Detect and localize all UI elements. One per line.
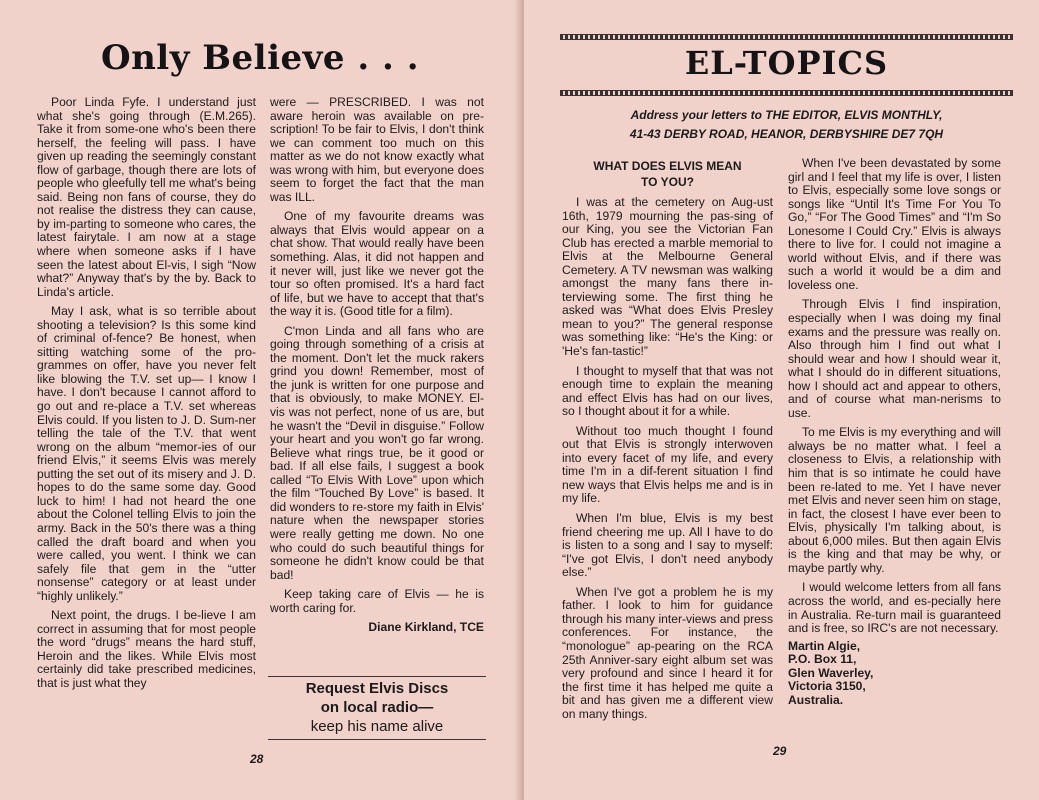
paragraph: I was at the cemetery on Aug-ust 16th, 1979 mourning the pas-sing of our King, you see the Victorian Fan Club has erected a marble memorial to Elvis at the Melbourne General Cemetery. A TV newsman was walking amongst the many fans there in-terviewing some. The first thing he asked was “What does Elvis Presley mean to you?” The general response was something like: “He's the King: or 'He's fan-tastic!” xyxy=(562,195,773,359)
paragraph: were — PRESCRIBED. I was not aware heroin was available on pre-scription! To be fair to Elvis, I don't think we can comment too much on this matter as we do not know exactly what was wrong with him, but everyone does seem to forget the fact that the man was ILL. xyxy=(270,95,484,204)
article-column-2 xyxy=(270,96,484,641)
decorative-rule xyxy=(560,90,1013,96)
heading-line: WHAT DOES ELVIS MEAN xyxy=(593,159,742,173)
page-number: 28 xyxy=(250,752,264,766)
sender-line: P.O. Box 11, xyxy=(788,652,857,667)
paragraph: May I ask, what is so terrible about shooting a television? Is this some kind of criminal of-fence? Be honest, when sitting watching some of the pro-grammes on offer, have you never felt like blowing the T.V. set up— I know I have. I don't because I cannot afford to go out and re-place a T.V. set whereas Elvis could. If you listen to J. D. Sum-ner telling the tale of the T.V. that went wrong on the album “memor-ies of our friend Elvis,” it seems Elvis was merely putting the set out of its misery and J. D. hopes to do the same some day. Good luck to him! I had not heard the one about the Colonel telling Elvis to join the army. Back in the 50's there was a thing called the draft board and when you were called, you went. I think we can safely file that gem in the “utter nonsense” category or at least under “highly unlikely.” xyxy=(37,304,256,603)
paragraph: When I'm blue, Elvis is my best friend cheering me up. All I have to do is listen to a song and I say to myself: “I've got Elvis, I don't need anybody else.” xyxy=(562,511,773,580)
sender-line: Martin Algie, xyxy=(788,638,861,653)
letter-column-1 xyxy=(562,196,773,727)
promo-line: keep his name alive xyxy=(310,718,444,735)
letter-column-2 xyxy=(788,157,1001,708)
heading-line: TO YOU? xyxy=(641,175,694,189)
paragraph: C'mon Linda and all fans who are going through something of a crisis at the moment. Don't let the muck rakers grind you down! Remember, most of the junk is written for one purpose and that is obviously, to make MONEY. El-vis was not perfect, none of us are, but he wasn't the “Devil in disguise.” Follow your heart and you won't go far wrong. Believe what rings true, be it good or bad. If all else fails, I suggest a book called “To Elvis With Love” upon which the film “Touched By Love” is based. It did wonders to re-store my faith in Elvis' nature when the newspaper stories were really getting me down. No one who could do such beautiful things for someone he didn't know could be that bad! xyxy=(270,323,484,582)
article-column-1 xyxy=(37,96,256,697)
section-title: EL-TOPICS xyxy=(684,44,889,82)
promo-box xyxy=(268,676,486,740)
editor-address xyxy=(560,106,1013,144)
address-line: Address your letters to THE EDITOR, ELVIS MONTHLY, xyxy=(630,108,943,122)
paragraph: To me Elvis is my everything and will always be no matter what. I feel a closeness to Elvis, a relationship with him that is so intimate he could have been re-lated to me. Yet I have never met Elvis and never seen him on stage, in fact, the closest I have ever been to Elvis, physically I'm talking about, is about 6,000 miles. But then again Elvis is the king and that may be why, or maybe partly why. xyxy=(788,425,1001,575)
paragraph: When I've been devastated by some girl and I feel that my life is over, I listen to Elvis, especially some love songs or songs like “Until It's Time For You To Go,” “For The Good Times” and “I'm So Lonesome I Could Cry.” Elvis is always there to live for. I could not imagine a world without Elvis, and if there was such a world it would be a dim and loveless one. xyxy=(788,156,1001,292)
page-title: Only Believe . . . xyxy=(100,38,420,78)
sender-line: Victoria 3150, xyxy=(788,679,866,694)
paragraph: When I've got a problem he is my father. I look to him for guidance through his many inter-views and press conferences. For instance, the “monologue” ap-pearing on the RCA 25th Anniver-sary eight album set was very profound and since I heard it for the first time it has helped me quite a bit and has given me a different view on many things. xyxy=(562,584,773,721)
paragraph: One of my favourite dreams was always that Elvis would appear on a chat show. That would really have been something. Alas, it did not happen and it never will, just like we never got the tour so often promised. It's a hard fact of life, but we have to accept that that's the way it is. (Good title for a film). xyxy=(270,209,484,319)
paragraph: Through Elvis I find inspiration, especially when I was doing my final exams and the pressure was really on. Also through him I find out what I should wear and how I should wear it, what I should do in different situations, how I should act and appear to others, and of course what man-nerisms to use. xyxy=(788,297,1001,420)
sender-line: Australia. xyxy=(788,692,844,707)
letter-heading xyxy=(562,158,773,190)
paragraph: I would welcome letters from all fans across the world, and es-pecially here in Australia. Re-turn mail is guaranteed and is free, so IRC's are not necessary. xyxy=(788,580,1001,636)
paragraph: Poor Linda Fyfe. I understand just what she's going through (E.M.265). Take it from some-one who's been there herself, the feeling will pass. I have given up reading the seemingly constant flow of garbage, though there are lots of people who gleefully tell me what's being said. Being non fans of course, they do not realise the distress they can cause, by im-parting to someone who cares, the latest fairytale. I am now at a stage where when someone asks if I have seen the latest about El-vis, I sigh “Now what?” Anyway that's by the by. Back to Linda's article. xyxy=(37,95,256,299)
paragraph: Keep taking care of Elvis — he is worth caring for. xyxy=(270,587,484,615)
address-line: 41-43 DERBY ROAD, HEANOR, DERBYSHIRE DE7 7QH xyxy=(629,127,944,141)
sender-address xyxy=(788,640,1001,708)
author-signature: Diane Kirkland, TCE xyxy=(368,620,484,635)
sender-line: Glen Waverley, xyxy=(788,665,874,680)
decorative-rule xyxy=(560,34,1013,40)
promo-line: Request Elvis Discs xyxy=(305,680,449,697)
paragraph: I thought to myself that that was not enough time to explain the meaning and effect Elvis has had on our lives, so I thought about it for a while. xyxy=(562,363,773,419)
paragraph: Without too much thought I found out that Elvis is strongly interwoven into every facet of my life, and every time I'm in a dif-ferent situation I find new ways that Elvis helps me and is in my life. xyxy=(562,423,773,506)
paragraph: Next point, the drugs. I be-lieve I am correct in assuming that for most people the word “drugs” means the hard stuff, Heroin and the likes. While Elvis most certainly did take prescribed medicines, that is just what they xyxy=(37,608,256,690)
page-number: 29 xyxy=(773,744,787,758)
promo-line: on local radio— xyxy=(320,699,434,716)
